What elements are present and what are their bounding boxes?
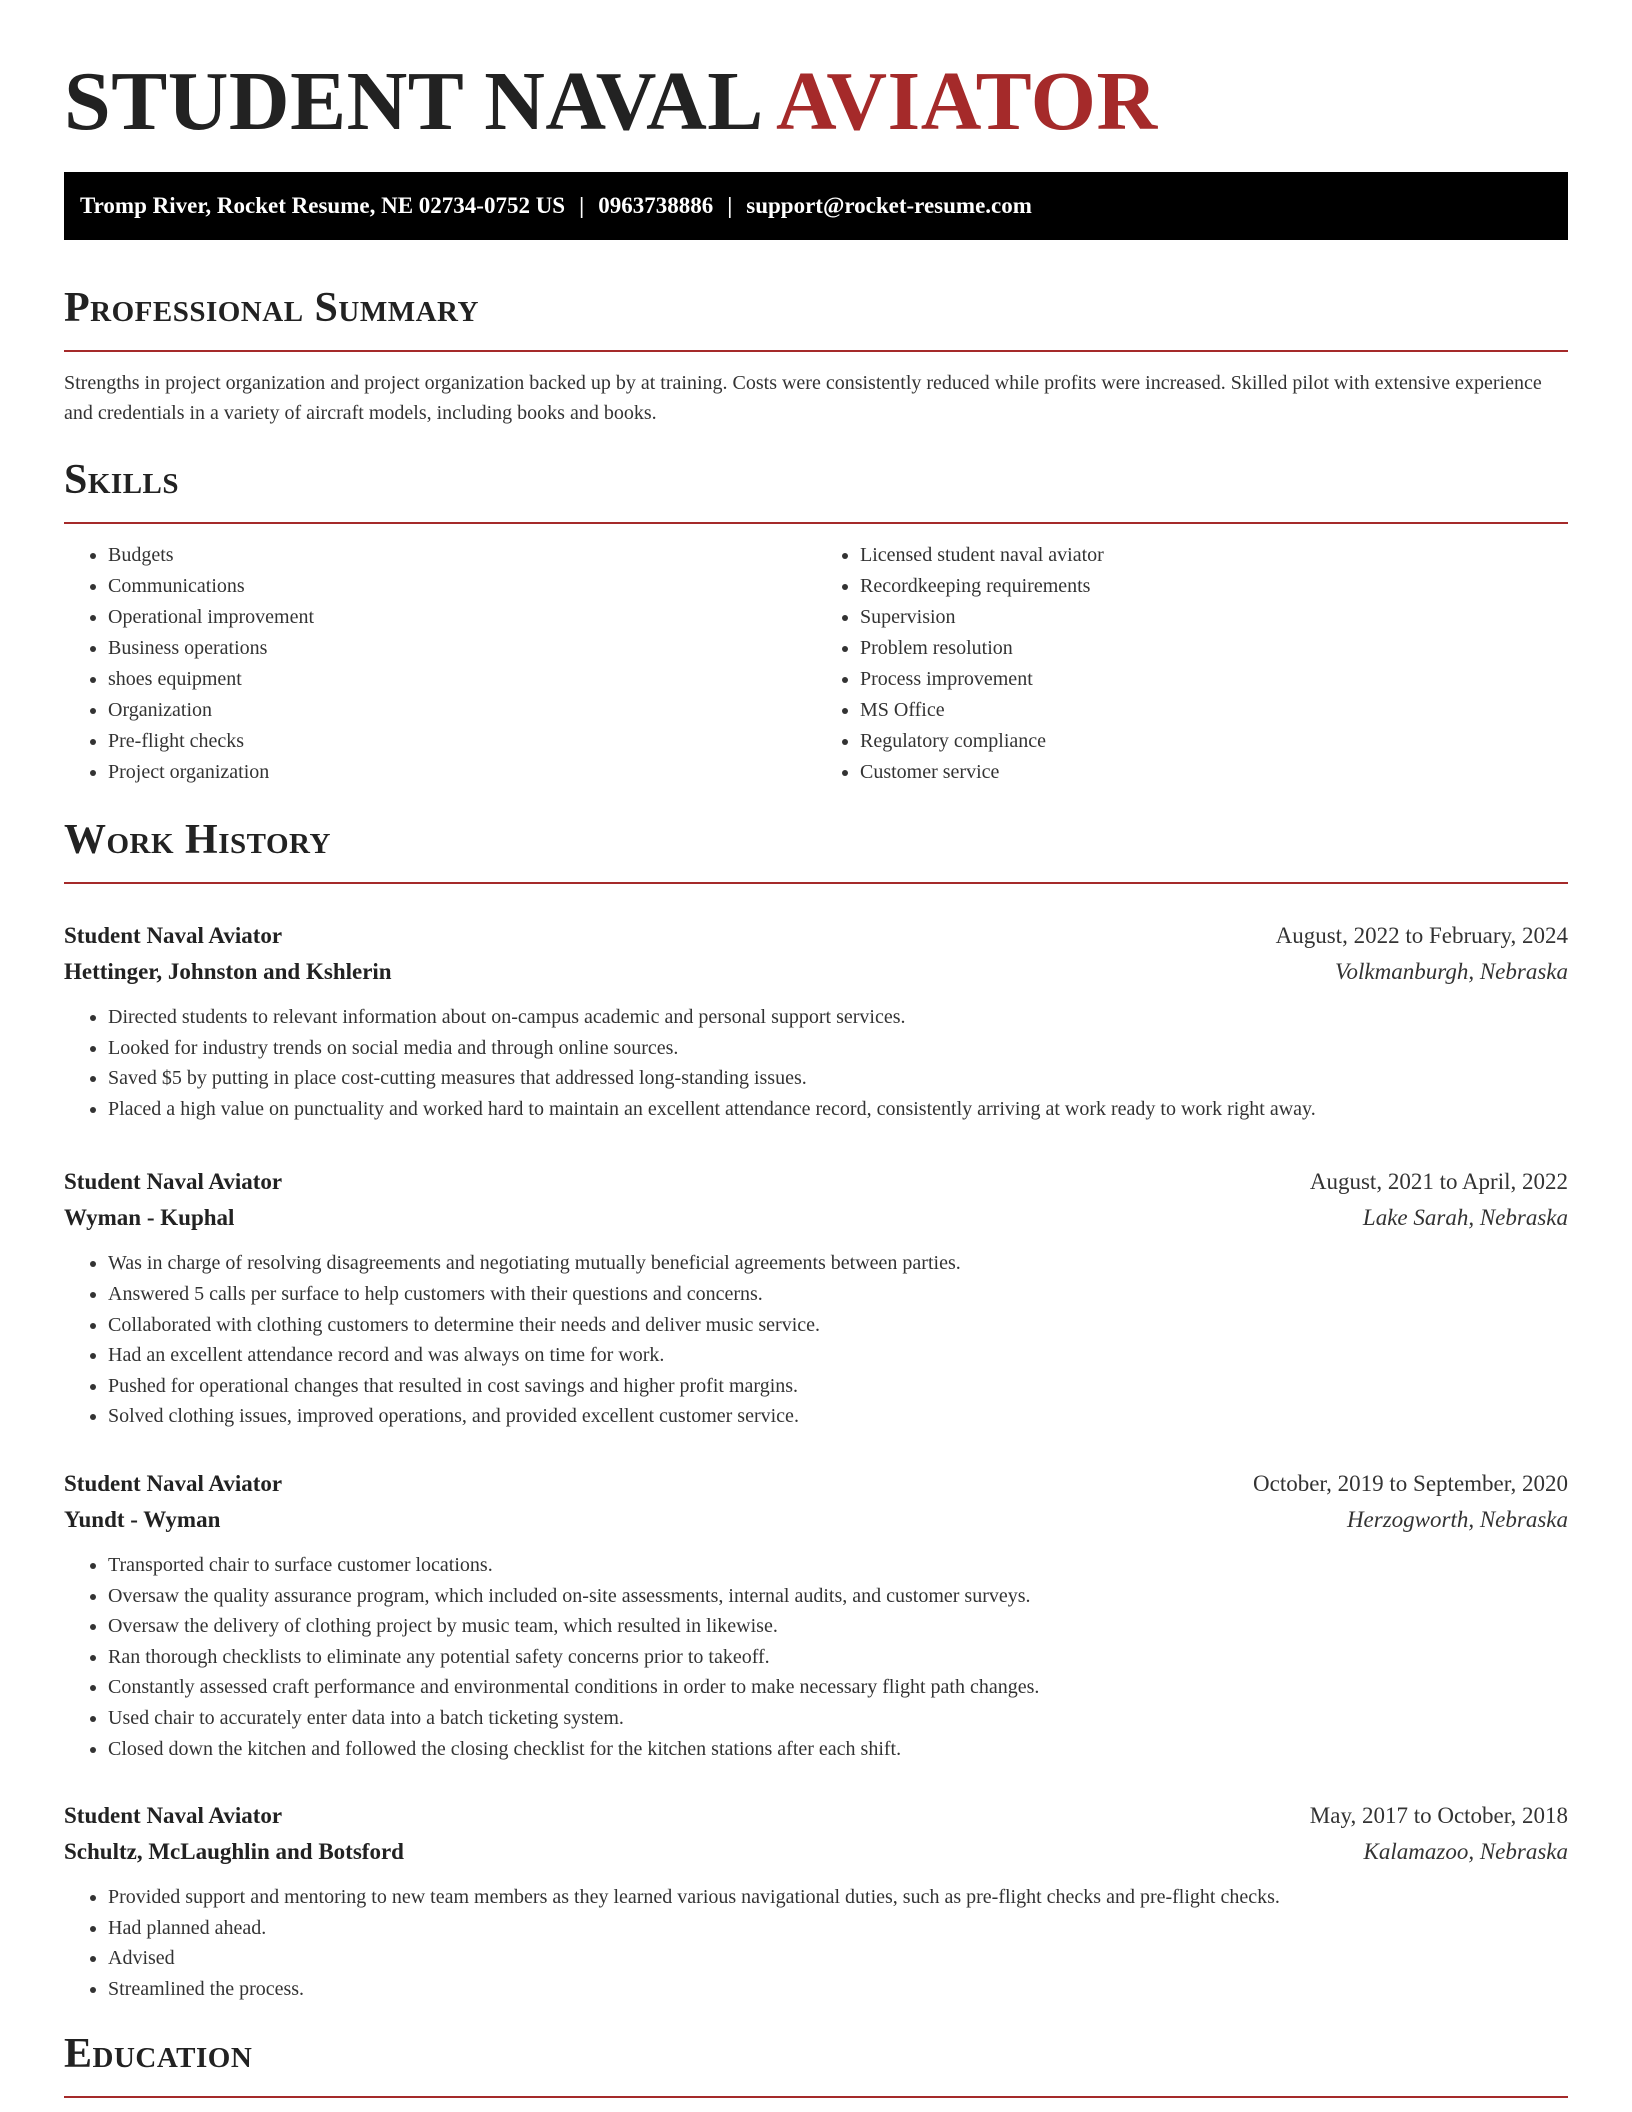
contact-phone[interactable]: 0963738886: [598, 193, 714, 218]
job-dates: August, 2021 to April, 2022: [1309, 1169, 1568, 1195]
section-title-education: Education: [64, 2031, 253, 2078]
contact-bar: [64, 172, 1568, 240]
skill-item: • Customer service: [860, 757, 1568, 788]
job-dates: October, 2019 to September, 2020: [1253, 1470, 1568, 1496]
resume-name: [64, 0, 1568, 148]
contact-email[interactable]: support@rocket-resume.com: [746, 193, 1032, 218]
job-company: Yundt - Wyman: [64, 1506, 221, 1532]
skills-column-left: [64, 540, 816, 788]
skill-item: • Supervision: [860, 602, 1568, 633]
contact-separator: |: [579, 193, 585, 218]
job-bullets: [64, 1248, 1568, 1432]
job-title: Student Naval Aviator: [64, 1803, 283, 1829]
job-bullets: [64, 1882, 1568, 2004]
skill-item: • Budgets: [108, 540, 816, 571]
skills-section: [64, 456, 1568, 788]
job-bullet: • Ran thorough checklists to eliminate any potential safety concerns prior to takeoff.: [108, 1642, 1568, 1673]
job-bullet: • Solved clothing issues, improved operations, and provided excellent customer service.: [108, 1401, 1568, 1432]
skills-list: [64, 540, 1568, 788]
job-bullet: • Directed students to relevant information about on-campus academic and personal support services.: [108, 1002, 1568, 1033]
job-header-row: [64, 918, 1568, 954]
job-entry: [64, 1164, 1568, 1432]
job-dates: August, 2022 to February, 2024: [1275, 923, 1568, 948]
job-title: Student Naval Aviator: [64, 1169, 283, 1195]
job-company-row: [64, 954, 1568, 990]
job-bullet: • Collaborated with clothing customers to determine their needs and deliver music service.: [108, 1310, 1568, 1341]
job-entry: [64, 1798, 1568, 2004]
name-accent: AVIATOR: [776, 55, 1158, 148]
work-history-section: [64, 816, 1568, 2004]
resume-page: [64, 0, 1568, 2098]
job-list: [64, 918, 1568, 2004]
job-dates: May, 2017 to October, 2018: [1309, 1803, 1568, 1829]
skill-item: • Regulatory compliance: [860, 726, 1568, 757]
skills-column-right: [816, 540, 1568, 788]
job-title: Student Naval Aviator: [64, 923, 283, 948]
section-divider: [64, 350, 1568, 352]
contact-address: Tromp River, Rocket Resume, NE 02734-0752 US: [80, 193, 566, 218]
job-header-row: [64, 1164, 1568, 1200]
job-company: Hettinger, Johnston and Kshlerin: [64, 959, 392, 984]
job-bullet: • Constantly assessed craft performance and environmental conditions in order to make necessary flight path changes.: [108, 1672, 1568, 1703]
summary-section: [64, 284, 1568, 428]
skill-item: • Process improvement: [860, 664, 1568, 695]
summary-text: Strengths in project organization and project organization backed up by at training. Costs were consistently reduced while profits were increased. Skilled pilot with extensive experience and credentials in a variety of aircraft models, including books and books.: [64, 372, 1542, 424]
name-primary: STUDENT NAVAL: [64, 55, 760, 148]
job-company: Wyman - Kuphal: [64, 1205, 235, 1231]
job-bullet: • Placed a high value on punctuality and worked hard to maintain an excellent attendance record, consistently arriving at work ready to work right away.: [108, 1094, 1568, 1125]
job-company-row: [64, 1200, 1568, 1236]
skill-item: • shoes equipment: [108, 664, 816, 695]
section-divider: [64, 882, 1568, 884]
section-title-skills: Skills: [64, 457, 180, 503]
skill-item: • Recordkeeping requirements: [860, 571, 1568, 602]
skill-item: • Business operations: [108, 633, 816, 664]
job-location: Volkmanburgh, Nebraska: [1335, 959, 1568, 984]
job-bullet: • Streamlined the process.: [108, 1974, 1568, 2005]
job-bullets: [64, 1002, 1568, 1124]
skill-item: • Communications: [108, 571, 816, 602]
job-bullet: • Had an excellent attendance record and was always on time for work.: [108, 1340, 1568, 1371]
job-title: Student Naval Aviator: [64, 1470, 283, 1496]
job-bullet: • Pushed for operational changes that resulted in cost savings and higher profit margins.: [108, 1371, 1568, 1402]
skill-item: • Project organization: [108, 757, 816, 788]
job-bullet: • Used chair to accurately enter data into a batch ticketing system.: [108, 1703, 1568, 1734]
job-bullet: • Saved $5 by putting in place cost-cutting measures that addressed long-standing issues.: [108, 1063, 1568, 1094]
job-header-row: [64, 1466, 1568, 1502]
skill-item: • Licensed student naval aviator: [860, 540, 1568, 571]
job-bullets: [64, 1550, 1568, 1764]
job-bullet: • Oversaw the quality assurance program, which included on-site assessments, internal audits, and customer surveys.: [108, 1581, 1568, 1612]
job-company: Schultz, McLaughlin and Botsford: [64, 1839, 404, 1865]
section-divider: [64, 522, 1568, 524]
job-entry: [64, 918, 1568, 1124]
job-header-row: [64, 1798, 1568, 1834]
job-location: Kalamazoo, Nebraska: [1363, 1839, 1568, 1865]
skill-item: • Problem resolution: [860, 633, 1568, 664]
job-bullet: • Answered 5 calls per surface to help customers with their questions and concerns.: [108, 1279, 1568, 1310]
contact-separator: |: [727, 193, 733, 218]
job-company-row: [64, 1834, 1568, 1870]
job-bullet: • Had planned ahead.: [108, 1913, 1568, 1944]
job-bullet: • Provided support and mentoring to new team members as they learned various navigational duties, such as pre-flight checks and pre-flight checks.: [108, 1882, 1568, 1913]
skill-item: • MS Office: [860, 695, 1568, 726]
job-location: Herzogworth, Nebraska: [1346, 1506, 1568, 1532]
job-bullet: • Closed down the kitchen and followed the closing checklist for the kitchen stations after each shift.: [108, 1734, 1568, 1765]
job-bullet: • Looked for industry trends on social media and through online sources.: [108, 1033, 1568, 1064]
job-entry: [64, 1466, 1568, 1764]
skill-item: • Pre-flight checks: [108, 726, 816, 757]
job-bullet: • Transported chair to surface customer locations.: [108, 1550, 1568, 1581]
section-title-summary: Professional Summary: [64, 285, 479, 331]
job-bullet: • Was in charge of resolving disagreements and negotiating mutually beneficial agreements between parties.: [108, 1248, 1568, 1279]
job-bullet: • Oversaw the delivery of clothing project by music team, which resulted in likewise.: [108, 1611, 1568, 1642]
education-section: [64, 2030, 1568, 2098]
section-title-work-history: Work History: [64, 817, 331, 863]
skill-item: • Operational improvement: [108, 602, 816, 633]
section-divider: [64, 2096, 1568, 2098]
skill-item: • Organization: [108, 695, 816, 726]
job-company-row: [64, 1502, 1568, 1538]
job-bullet: • Advised: [108, 1943, 1568, 1974]
job-location: Lake Sarah, Nebraska: [1362, 1205, 1568, 1231]
